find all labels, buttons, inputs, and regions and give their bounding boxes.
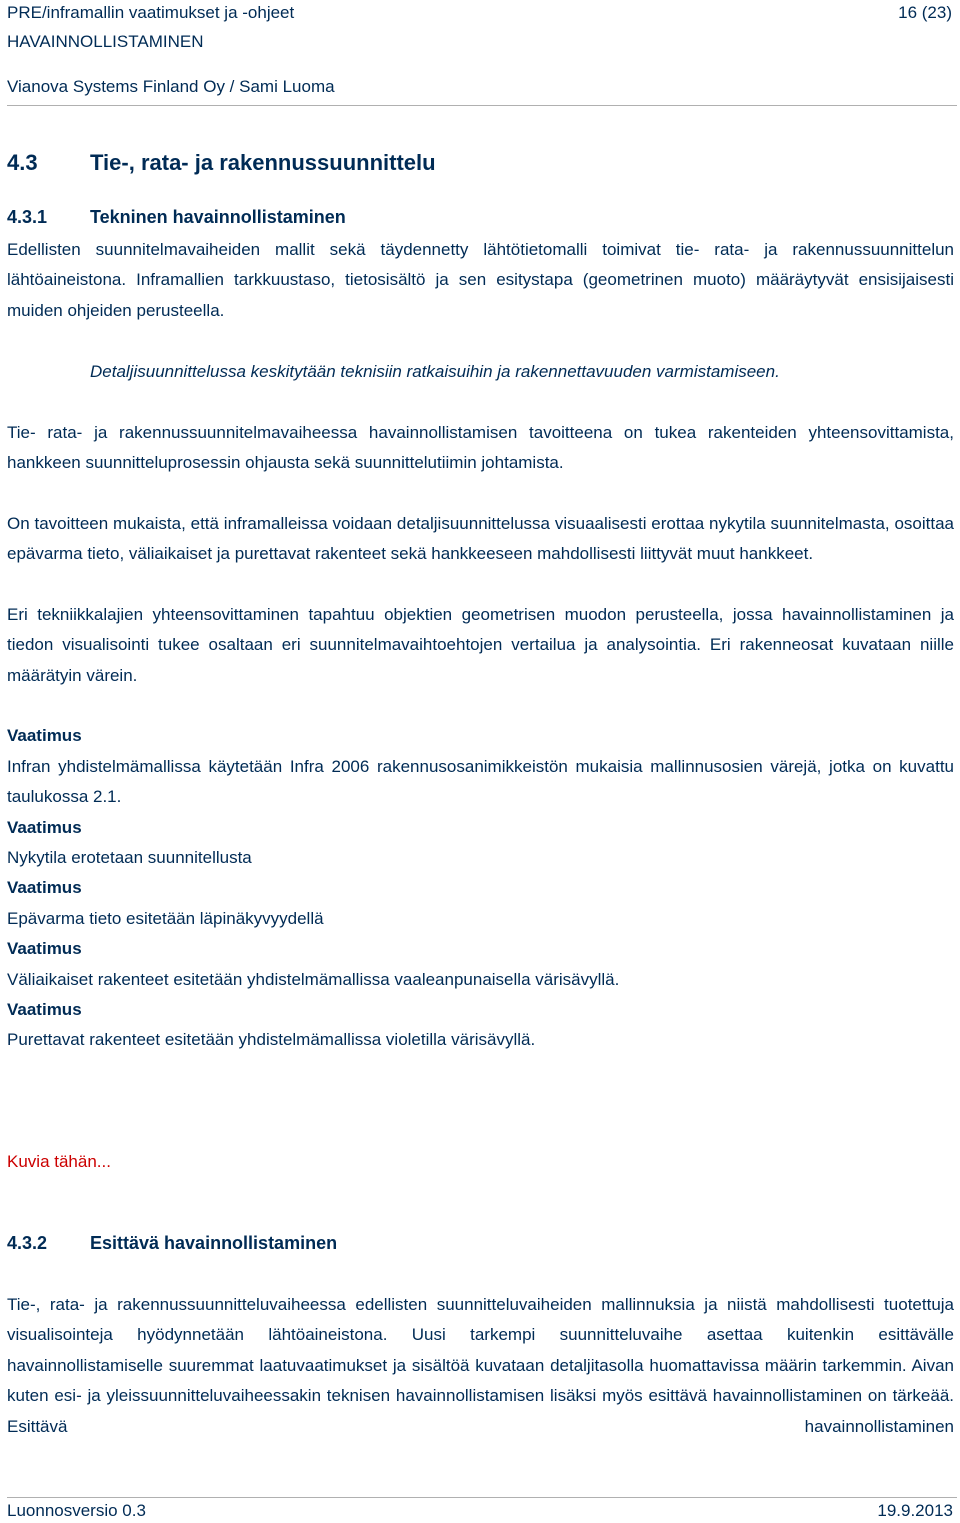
image-placeholder-text: Kuvia tähän... xyxy=(7,1152,111,1171)
requirement-text-4: Väliaikaiset rakenteet esitetään yhdistelmämallissa vaaleanpunaisella värisävyllä. xyxy=(7,970,620,989)
italic-note: Detaljisuunnittelussa keskitytään teknisiin ratkaisuihin ja rakennettavuuden varmistamiseen. xyxy=(90,362,780,381)
section-heading xyxy=(7,147,436,179)
paragraph-coordination: Eri tekniikkalajien yhteensovittaminen tapahtuu objektien geometrisen muodon perusteella, jossa havainnollistaminen ja tiedon visualisointi tukee osaltaan eri suunnitelmavaihtoehtojen vertailua ja analysointia. Eri rakenneosat kuvataan niille määrätyin värein. xyxy=(7,605,954,685)
footer-version: Luonnosversio 0.3 xyxy=(7,1501,146,1520)
footer-date: 19.9.2013 xyxy=(877,1501,953,1520)
paragraph-intro: Edellisten suunnitelmavaiheiden mallit sekä täydennetty lähtötietomalli toimivat tie- rata- ja rakennussuunnittelun lähtöaineistona. Inframallien tarkkuustaso, tietosisältö ja sen esitystapa (geometrinen muoto) määräytyvät ensisijaisesti muiden ohjeiden perusteella. xyxy=(7,240,954,320)
requirement-label-3: Vaatimus xyxy=(7,878,82,897)
paragraph-goal: Tie- rata- ja rakennussuunnitelmavaiheessa havainnollistamisen tavoitteena on tukea rakenteiden yhteensovittamista, hankkeen suunnitteluprosessin ohjausta sekä suunnittelutiimin johtamista. xyxy=(7,423,954,473)
header-document-title: PRE/inframallin vaatimukset ja -ohjeet xyxy=(7,3,295,22)
header-author: Vianova Systems Finland Oy / Sami Luoma xyxy=(7,77,335,96)
requirement-label-1: Vaatimus xyxy=(7,726,82,745)
requirement-text-3: Epävarma tieto esitetään läpinäkyvyydellä xyxy=(7,909,324,928)
requirement-label-5: Vaatimus xyxy=(7,1000,82,1019)
requirement-text-1: Infran yhdistelmämallissa käytetään Infra 2006 rakennusosanimikkeistön mukaisia mallinnusosien värejä, jotka on kuvattu taulukossa 2.1. xyxy=(7,757,954,807)
section-title: Tie-, rata- ja rakennussuunnittelu xyxy=(90,150,436,175)
requirement-text-5: Purettavat rakenteet esitetään yhdistelmämallissa violetilla värisävyllä. xyxy=(7,1030,536,1049)
requirement-label-4: Vaatimus xyxy=(7,939,82,958)
subsection-number-1: 4.3.1 xyxy=(7,207,48,227)
header-page-number: 16 (23) xyxy=(898,3,952,22)
footer-divider xyxy=(7,1497,957,1498)
section-number: 4.3 xyxy=(7,150,38,175)
subsection-number-2: 4.3.2 xyxy=(7,1233,48,1253)
subsection-heading-1 xyxy=(7,204,346,230)
paragraph-objective: On tavoitteen mukaista, että inframalleissa voidaan detaljisuunnittelussa visuaalisesti erottaa nykytila suunnitelmasta, osoittaa epävarma tieto, väliaikaiset ja purettavat rakenteet sekä hankkeeseen mahdollisesti liittyvät muut hankkeet. xyxy=(7,514,954,564)
subsection-title-2: Esittävä havainnollistaminen xyxy=(90,1233,338,1253)
requirement-label-2: Vaatimus xyxy=(7,818,82,837)
requirement-text-2: Nykytila erotetaan suunnitellusta xyxy=(7,848,252,867)
subsection-title-1: Tekninen havainnollistaminen xyxy=(90,207,346,227)
header-divider xyxy=(7,105,957,106)
paragraph-presentation: Tie-, rata- ja rakennussuunnitteluvaiheessa edellisten suunnitteluvaiheiden mallinnuksia ja niistä mahdollisesti tuotettuja visualisointeja hyödynnetään lähtöaineistona. Uusi tarkempi suunnitteluvaihe asettaa kuitenkin esittävälle havainnollistamiselle suuremmat laatuvaatimukset ja sisältöä kuvataan detaljitasolla huomattavissa määrin tarkemmin. Aivan kuten esi- ja yleissuunnitteluvaiheessakin teknisen havainnollistamisen lisäksi myös esittävä havainnollistaminen on tärkeää. Esittävä havainnollistaminen xyxy=(7,1295,954,1436)
header-section-name: HAVAINNOLLISTAMINEN xyxy=(7,32,204,51)
subsection-heading-2 xyxy=(7,1230,337,1256)
